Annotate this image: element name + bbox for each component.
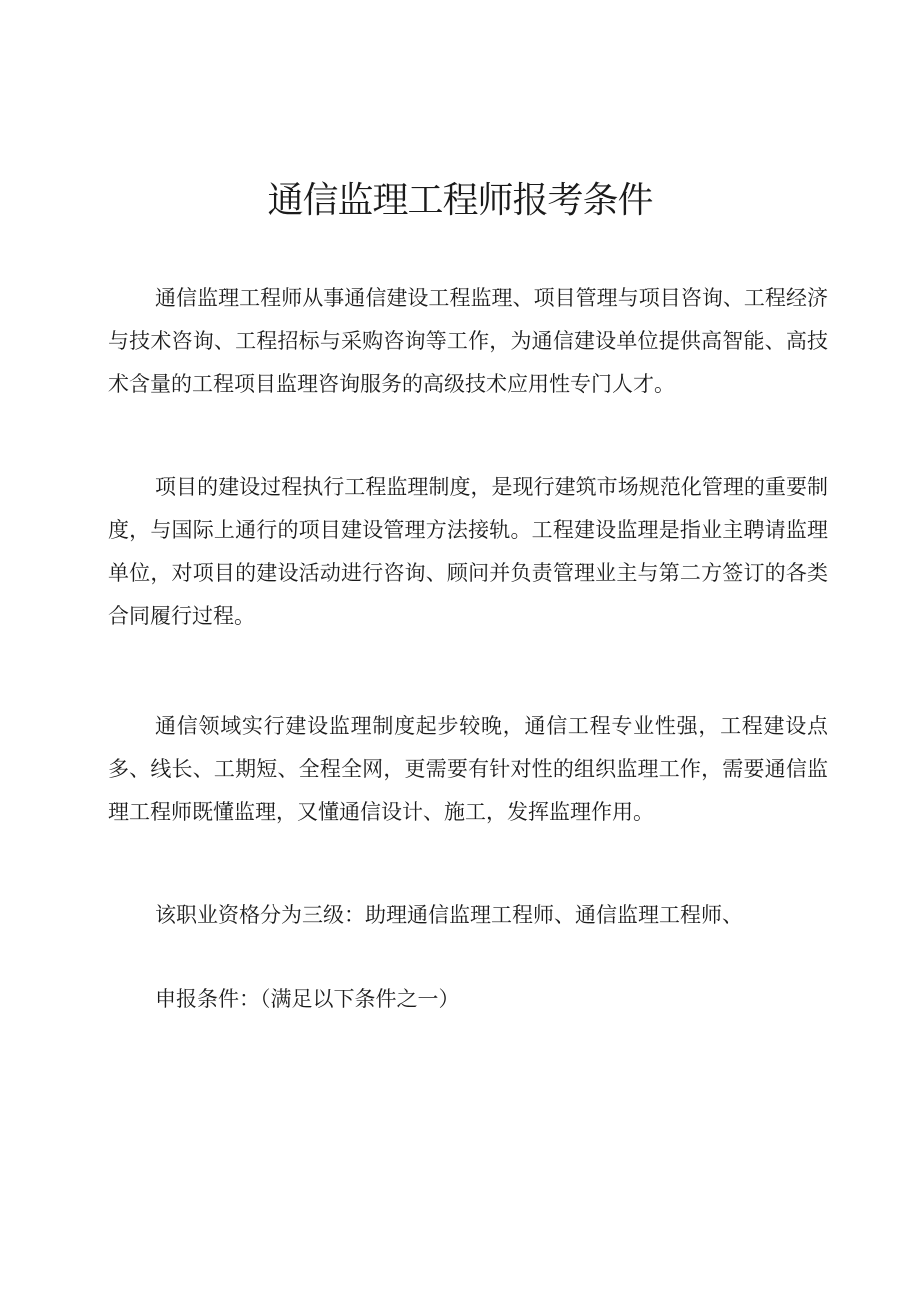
paragraph-telecom-field: 通信领域实行建设监理制度起步较晚，通信工程专业性强，工程建设点多、线长、工期短、全程全网，更需要有针对性的组织监理工作，需要通信监理工程师既懂监理，又懂通信设计、施工，发挥监理作用。: [108, 714, 828, 824]
paragraph-supervision-system: 项目的建设过程执行工程监理制度，是现行建筑市场规范化管理的重要制度，与国际上通行的项目建设管理方法接轨。工程建设监理是指业主聘请监理单位，对项目的建设活动进行咨询、顾问并负责管理业主与第二方签订的各类合同履行过程。: [108, 475, 828, 628]
paragraph-application-conditions: 申报条件：（满足以下条件之一）: [155, 987, 460, 1011]
paragraph-intro: 通信监理工程师从事通信建设工程监理、项目管理与项目咨询、工程经济与技术咨询、工程招标与采购咨询等工作，为通信建设单位提供高智能、高技术含量的工程项目监理咨询服务的高级技术应用性专门人才。: [108, 286, 828, 396]
paragraph-qualification-levels: 该职业资格分为三级：助理通信监理工程师、通信监理工程师、: [155, 903, 743, 927]
document-title: 通信监理工程师报考条件: [267, 180, 653, 221]
